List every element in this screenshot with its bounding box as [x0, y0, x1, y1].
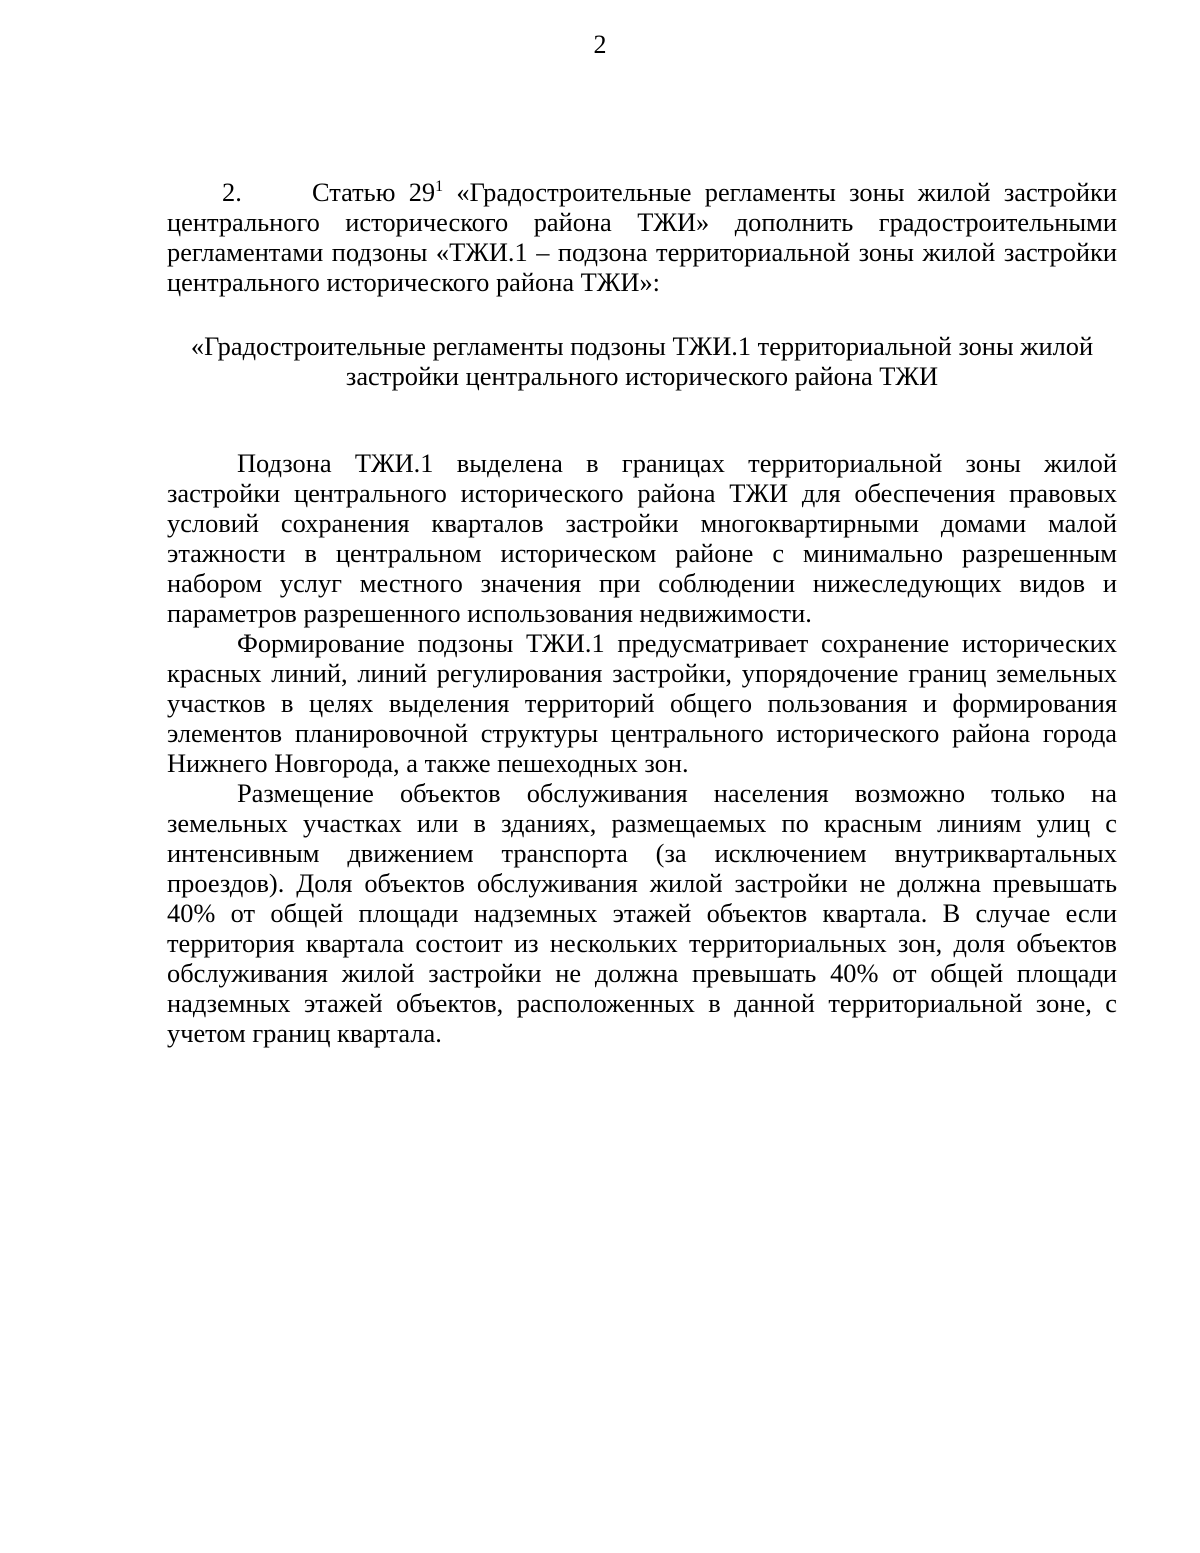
paragraph-subzone-formation: Формирование подзоны ТЖИ.1 предусматривает сохранение исторических красных линий, линий регулирования застройки, упорядочение границ земельных участков в целях выделения территорий общего пользования и формирования элементов планировочной структуры центрального исторического района города Нижнего Новгорода, а также пешеходных зон.: [167, 628, 1117, 778]
article-superscript: 1: [435, 178, 444, 195]
section-heading-line-1: «Градостроительные регламенты подзоны ТЖИ.1 территориальной зоны жилой: [190, 331, 1094, 361]
item-text-start: Статью 29: [312, 177, 436, 207]
item-number: 2.: [222, 177, 242, 207]
section-heading: [167, 331, 1117, 391]
item-text-rest: «Градостроительные регламенты зоны жилой застройки центрального исторического района ТЖИ» дополнить градостроительными регламентами подзоны «ТЖИ.1 – подзона территориальной зоны жилой застройки центрального исторического района ТЖИ»:: [167, 177, 1117, 297]
paragraph-subzone-purpose: Подзона ТЖИ.1 выделена в границах территориальной зоны жилой застройки центрального исторического района ТЖИ для обеспечения правовых условий сохранения кварталов застройки многоквартирными домами малой этажности в центральном историческом районе с минимально разрешенным набором услуг местного значения при соблюдении нижеследующих видов и параметров разрешенного использования недвижимости.: [167, 448, 1117, 628]
amendment-item-2: [167, 177, 1117, 297]
document-body: [167, 177, 1117, 1048]
page-number: 2: [593, 30, 607, 59]
paragraph-services-placement: Размещение объектов обслуживания населения возможно только на земельных участках или в зданиях, размещаемых по красным линиям улиц с интенсивным движением транспорта (за исключением внутриквартальных проездов). Доля объектов обслуживания жилой застройки не должна превышать 40% от общей площади надземных этажей объектов квартала. В случае если территория квартала состоит из нескольких территориальных зон, доля объектов обслуживания жилой застройки не должна превышать 40% от общей площади надземных этажей объектов, расположенных в данной территориальной зоне, с учетом границ квартала.: [167, 778, 1117, 1048]
section-heading-line-2: застройки центрального исторического района ТЖИ: [345, 361, 939, 391]
